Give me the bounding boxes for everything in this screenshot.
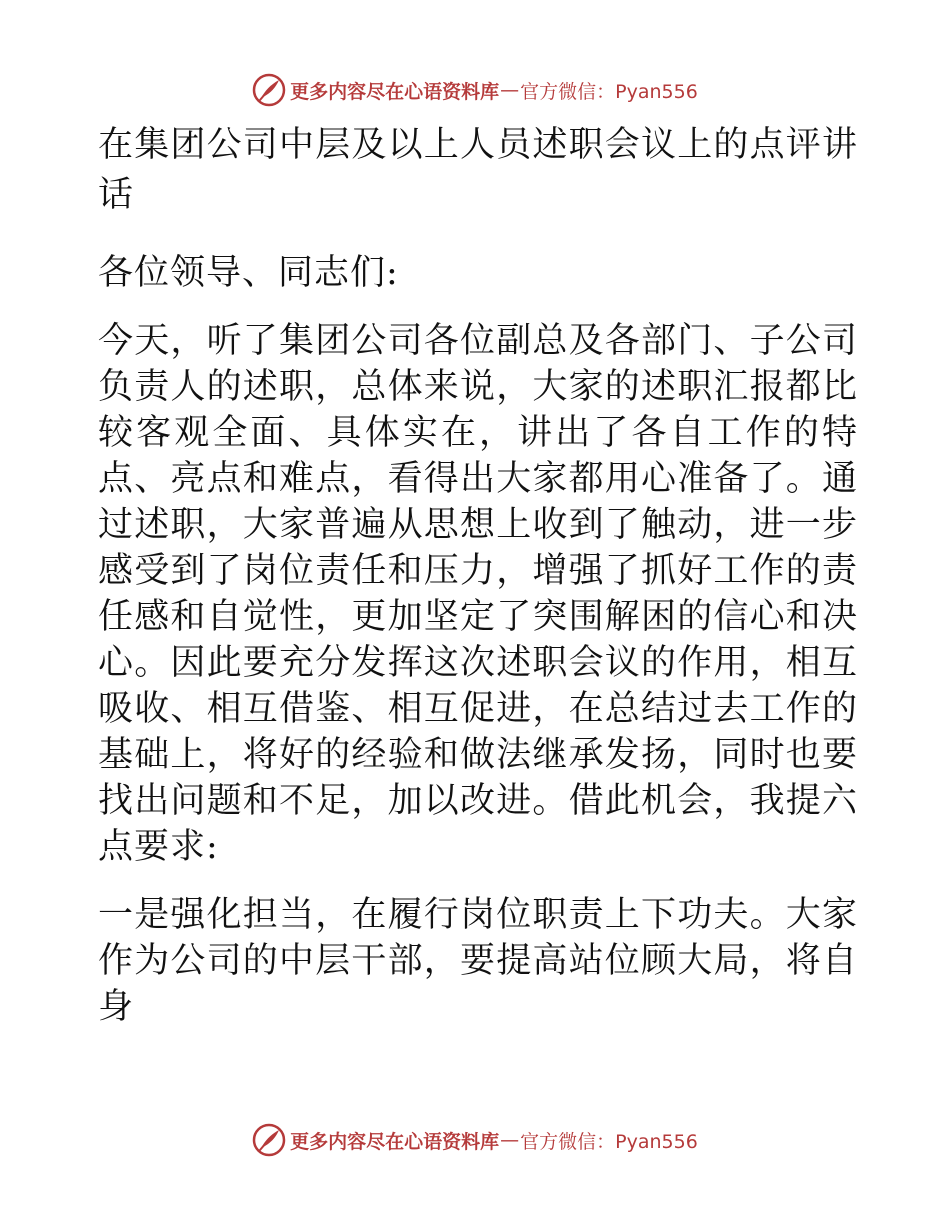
- salutation: 各位领导、同志们:: [98, 253, 399, 293]
- paragraph: 今天，听了集团公司各位副总及各部门、子公司负责人的述职，总体来说，大家的述职汇报都比较客观全面、具体实在，讲出了各自工作的特点、亮点和难点，看得出大家都用心准备了。通过述职，大家普遍从思想上收到了触动，进一步感受到了岗位责任和压力，增强了抓好工作的责任感和自觉性，更加坚定了突围解困的信心和决心。因此要充分发挥这次述职会议的作用，相互吸收、相互借鉴、相互促进，在总结过去工作的基础上，将好的经验和做法继承发扬，同时也要找出问题和不足，加以改进。借此机会，我提六点要求:: [98, 321, 858, 867]
- paragraph: 一是强化担当，在履行岗位职责上下功夫。大家作为公司的中层干部，要提高站位顾大局，将自身: [98, 895, 858, 1027]
- document-title: 在集团公司中层及以上人员述职会议上的点评讲话: [98, 125, 858, 215]
- banner-site-name: 更多内容尽在心语资料库: [290, 80, 500, 103]
- quill-logo-icon: [252, 73, 286, 107]
- document-body: [98, 120, 858, 1052]
- quill-logo-icon: [252, 1123, 286, 1157]
- banner-dash: —: [500, 1129, 520, 1151]
- header-banner: [0, 70, 950, 110]
- banner-site-name: 更多内容尽在心语资料库: [290, 1130, 500, 1153]
- banner-dash: —: [500, 79, 520, 101]
- banner-wechat: 官方微信：Pyan556: [520, 80, 698, 103]
- banner-wechat: 官方微信：Pyan556: [520, 1130, 698, 1153]
- footer-banner: [0, 1120, 950, 1160]
